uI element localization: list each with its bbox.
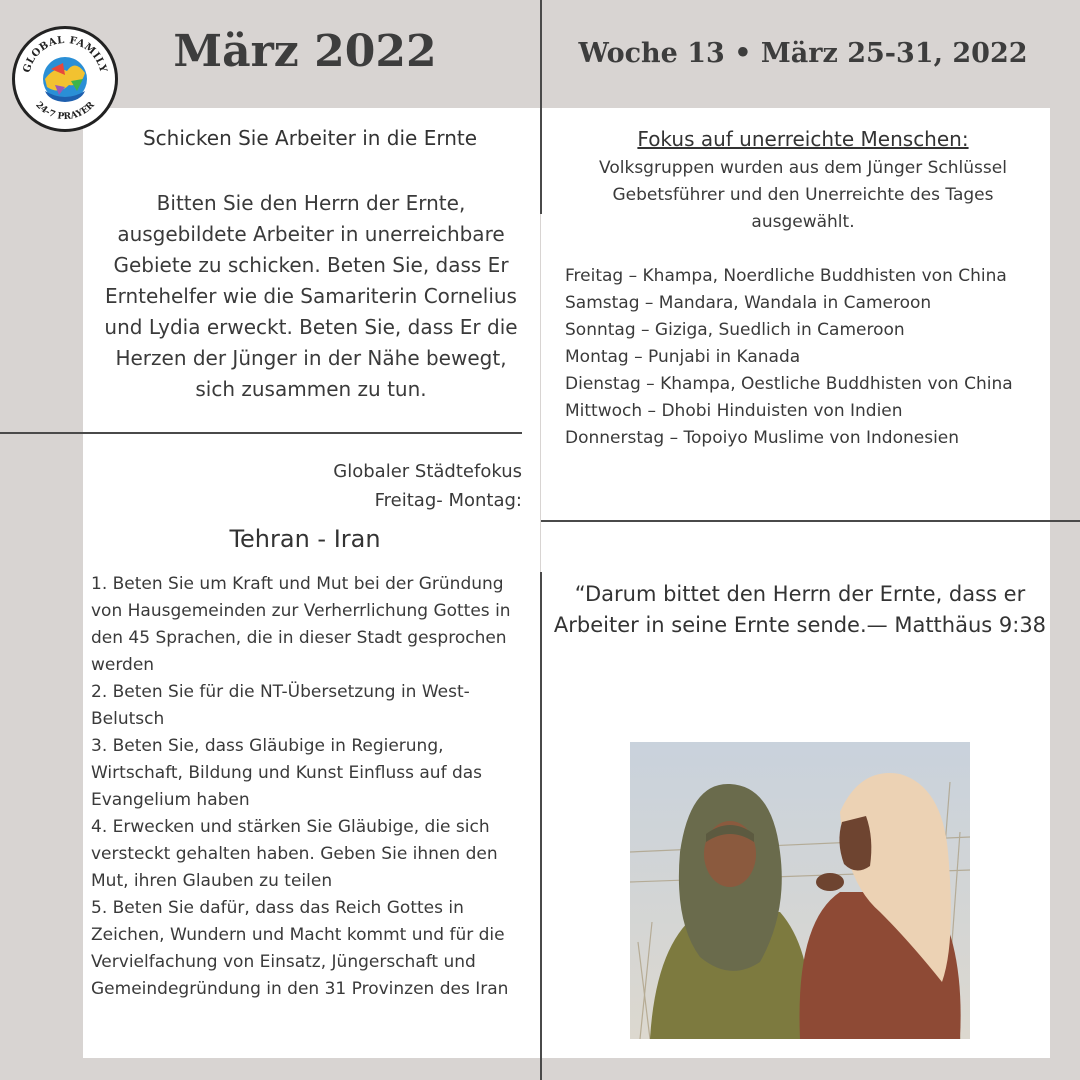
- city-focus-label-line1: Globaler Städtefokus: [333, 461, 522, 482]
- month-title: März 2022: [173, 26, 437, 77]
- day-item: Freitag – Khampa, Noerdliche Buddhisten von China: [565, 266, 1007, 286]
- center-divider-bottom: [540, 572, 542, 1080]
- logo-text-top: GLOBAL FAMILY: [21, 34, 109, 74]
- prayer-item: 2. Beten Sie für die NT-Übersetzung in West-Belutsch: [91, 682, 470, 729]
- unreached-intro: Volksgruppen wurden aus dem Jünger Schlüssel Gebetsführer und den Unerreichte des Tages ausgewählt.: [599, 158, 1007, 232]
- global-family-logo: [12, 26, 118, 132]
- center-divider-top: [540, 0, 542, 214]
- day-item: Samstag – Mandara, Wandala in Cameroon: [565, 293, 932, 313]
- unreached-day-list: [565, 263, 1045, 452]
- prayer-item: 1. Beten Sie um Kraft und Mut bei der Gründung von Hausgemeinden zur Verherrlichung Gottes in den 45 Sprachen, die in dieser Stadt gesprochen werden: [91, 574, 511, 675]
- city-focus-label: [230, 457, 522, 515]
- harvest-body: Bitten Sie den Herrn der Ernte, ausgebildete Arbeiter in unerreichbare Gebiete zu schicken. Beten Sie, dass Er Erntehelfer wie die Samariterin Cornelius und Lydia erweckt. Beten Sie, dass Er die Herzen der Jünger in der Nähe bewegt, sich zusammen zu tun.: [104, 191, 518, 401]
- harvest-title: Schicken Sie Arbeiter in die Ernte: [142, 126, 478, 150]
- svg-text:24-7 PRAYER: [33, 100, 97, 122]
- day-item: Mittwoch – Dhobi Hinduisten von Indien: [565, 401, 903, 421]
- left-divider: [0, 432, 522, 434]
- day-item: Dienstag – Khampa, Oestliche Buddhisten von China: [565, 374, 1013, 394]
- week-title: Woche 13 • März 25-31, 2022: [578, 38, 1028, 69]
- unreached-title: Fokus auf unerreichte Menschen:: [637, 127, 969, 151]
- prayer-item: 3. Beten Sie, dass Gläubige in Regierung, Wirtschaft, Bildung und Kunst Einfluss auf das Evangelium haben: [91, 736, 483, 810]
- right-divider: [541, 520, 1080, 522]
- day-item: Donnerstag – Topoiyo Muslime von Indonesien: [565, 428, 960, 448]
- day-item: Montag – Punjabi in Kanada: [565, 347, 801, 367]
- photo-two-women: [630, 742, 970, 1039]
- prayer-item: 4. Erwecken und stärken Sie Gläubige, die sich versteckt gehalten haben. Geben Sie ihnen den Mut, ihren Glauben zu teilen: [91, 817, 498, 891]
- bible-quote: “Darum bittet den Herrn der Ernte, dass er Arbeiter in seine Ernte sende.— Matthäus 9:38: [553, 582, 1047, 637]
- city-prayer-list: [91, 571, 523, 1003]
- city-focus-label-line2: Freitag- Montag:: [374, 490, 522, 511]
- city-name: Tehran - Iran: [229, 525, 381, 553]
- logo-text-bottom: 24-7 PRAYER: [33, 100, 97, 123]
- prayer-item: 5. Beten Sie dafür, dass das Reich Gottes in Zeichen, Wundern und Macht kommt und für die Vervielfachung von Einsatz, Jüngerschaft und Gemeindegründung in den 31 Provinzen des Iran: [91, 898, 509, 999]
- day-item: Sonntag – Giziga, Suedlich in Cameroon: [565, 320, 905, 340]
